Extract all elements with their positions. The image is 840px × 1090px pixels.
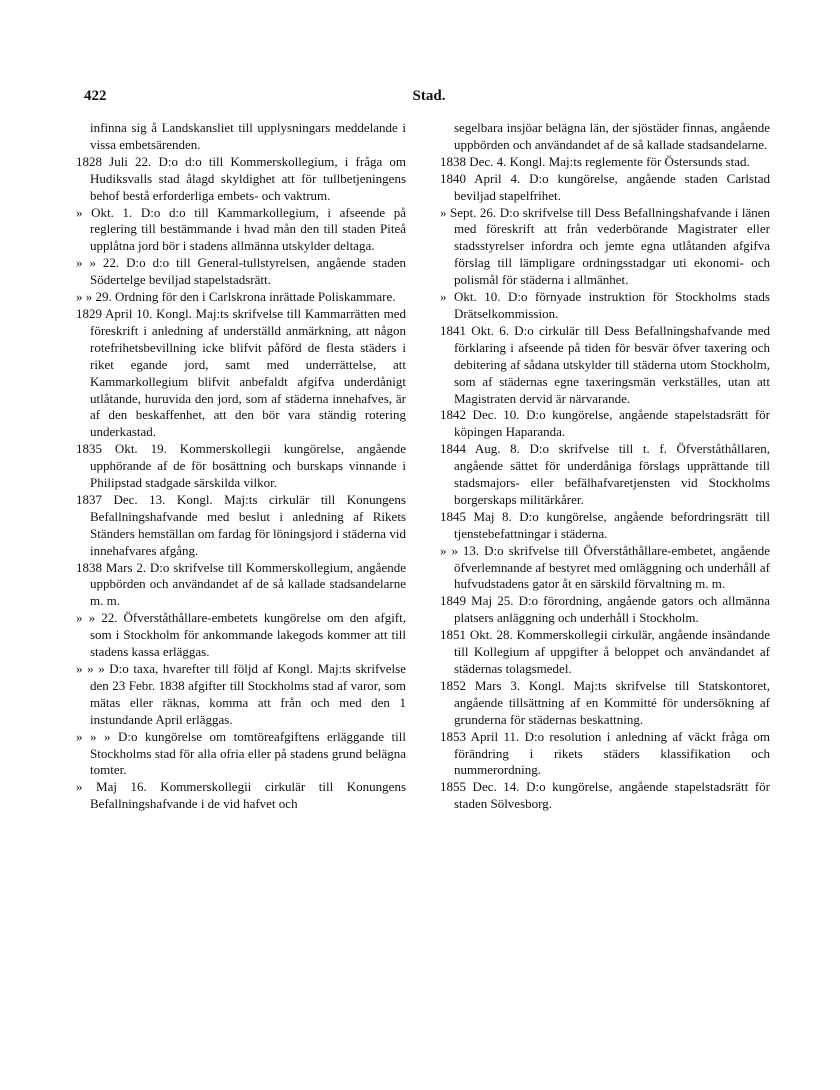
- entry: 1835 Okt. 19. Kommerskollegii kungörelse, angående upphörande af de för bosättning och burskaps vinnande i Philipstad stadgade särskilda vilkor.: [76, 441, 406, 491]
- entry: » » » D:o taxa, hvarefter till följd af Kongl. Maj:ts skrifvelse den 23 Febr. 1838 afgifter till Stockholms stad af varor, som mätas eller räknas, komma att från och med den 1 instundande April erläggas.: [76, 661, 406, 727]
- page-header: [84, 88, 774, 112]
- entry: 1844 Aug. 8. D:o skrifvelse till t. f. Öfverståthållaren, angående sättet för underdåniga förslags upprättande till stadsmajors- eller befälhafvaretjensten vid Stockholms borgerskaps militärkårer.: [440, 441, 770, 507]
- entry: 1845 Maj 8. D:o kungörelse, angående befordringsrätt till tjenstebefattningar i städerna.: [440, 508, 770, 541]
- entry: » » » D:o kungörelse om tomtöreafgiftens erläggande till Stockholms stad för alla ofria eller på stadens grund belägna tomter.: [76, 728, 406, 778]
- entry: 1841 Okt. 6. D:o cirkulär till Dess Befallningshafvande med förklaring i afseende på tiden för besvär öfver taxering och debitering af sådana utskylder till städerna utom Stockholm, som af städernas egne taxeringsmän verkställes, utan att Magistraten dervid är närvarande.: [440, 322, 770, 406]
- running-head: Stad.: [412, 88, 446, 104]
- entry: 1842 Dec. 10. D:o kungörelse, angående stapelstadsrätt för köpingen Haparanda.: [440, 407, 770, 440]
- entry-continuation: segelbara insjöar belägna län, der sjöstäder finnas, angående uppbörden och användandet af de så kallade stadsandelarne.: [454, 120, 770, 152]
- entry: 1837 Dec. 13. Kongl. Maj:ts cirkulär till Konungens Befallningshafvande med beslut i anledning af Rikets Ständers hemställan om fardag för löningsjord i städerna vid innehafvares afgång.: [76, 491, 406, 558]
- entry: 1838 Dec. 4. Kongl. Maj:ts reglemente för Östersunds stad.: [440, 153, 750, 169]
- entry: » » 22. Öfverståthållare-embetets kungörelse om den afgift, som i Stockholm för ankommande lakegods kommer att till stadens kassa erläggas.: [76, 610, 406, 660]
- entry: » » 29. Ordning för den i Carlskrona inrättade Poliskammare.: [76, 289, 396, 305]
- right-column: [440, 120, 770, 813]
- entry: » Okt. 10. D:o förnyade instruktion för Stockholms stads Drätselkommission.: [440, 289, 770, 321]
- entry: » » 22. D:o d:o till General-tullstyrelsen, angående staden Södertelge beviljad stapelstadsrätt.: [76, 255, 406, 288]
- entry: » Maj 16. Kommerskollegii cirkulär till Konungens Befallningshafvande i de vid hafvet och: [76, 779, 406, 812]
- entry: 1828 Juli 22. D:o d:o till Kommerskollegium, i fråga om Hudiksvalls stad ålagd skyldighet att för tullbetjeningens behof bestå erforderliga embets- och vaktrum.: [76, 153, 406, 203]
- entry: 1840 April 4. D:o kungörelse, angående staden Carlstad beviljad stapelfrihet.: [440, 170, 770, 203]
- entry: 1852 Mars 3. Kongl. Maj:ts skrifvelse till Statskontoret, angående tillsättning af en Kommitté för undersökning af grunderna för städernas beskattning.: [440, 677, 770, 727]
- entry: » » 13. D:o skrifvelse till Öfverståthållare-embetet, angående öfverlemnande af bestyret med omläggning och underhåll af hufvudstadens gator åt en särskild förvaltning m. m.: [440, 542, 770, 592]
- entry: infinna sig å Landskansliet till upplysningars meddelande i vissa embetsärenden.: [90, 120, 406, 152]
- page-number: 422: [84, 88, 107, 104]
- entry: 1853 April 11. D:o resolution i anledning af väckt fråga om förändring i rikets städers klassifikation och nummerordning.: [440, 728, 770, 778]
- entry: 1829 April 10. Kongl. Maj:ts skrifvelse till Kammarrätten med föreskrift i anledning af underställd anmärkning, att någon rotefrihetsbevillning icke blifvit påförd de flesta städers i riket egande jord, samt med underrättelse, att Kammarkollegium blifvit anbefaldt afgifva underdånigt utlåtande, huruvida den jord, som af städerna innehafves, är af den beskaffenhet, att den bör vara ständig rotering underkastad.: [76, 305, 406, 440]
- entry: 1851 Okt. 28. Kommerskollegii cirkulär, angående insändande till Kollegium af uppgifter å beloppet och användandet af städernas tolagsmedel.: [440, 627, 770, 676]
- entry: 1849 Maj 25. D:o förordning, angående gators och allmänna platsers anläggning och underhåll i Stockholm.: [440, 593, 770, 626]
- left-column: [76, 120, 406, 813]
- entry: 1855 Dec. 14. D:o kungörelse, angående stapelstadsrätt för staden Sölvesborg.: [440, 779, 770, 812]
- entry: » Okt. 1. D:o d:o till Kammarkollegium, i afseende på reglering till bestämmande i hvad mån den till staden Piteå upplåtna jord bör i stadens allmänna utskylder deltaga.: [76, 204, 406, 254]
- entry: » Sept. 26. D:o skrifvelse till Dess Befallningshafvande i länen med föreskrift att från vederbörande Magistrater eller stadsstyrelser infordra och jemte egna utlåtanden afgifva förslag till lämpligare ordningsstadgar uti ekonomi- och polismål för städerna i allmänhet.: [440, 204, 770, 288]
- entry: 1838 Mars 2. D:o skrifvelse till Kommerskollegium, angående uppbörden och användandet af de så kallade stadsandelarne m. m.: [76, 559, 406, 609]
